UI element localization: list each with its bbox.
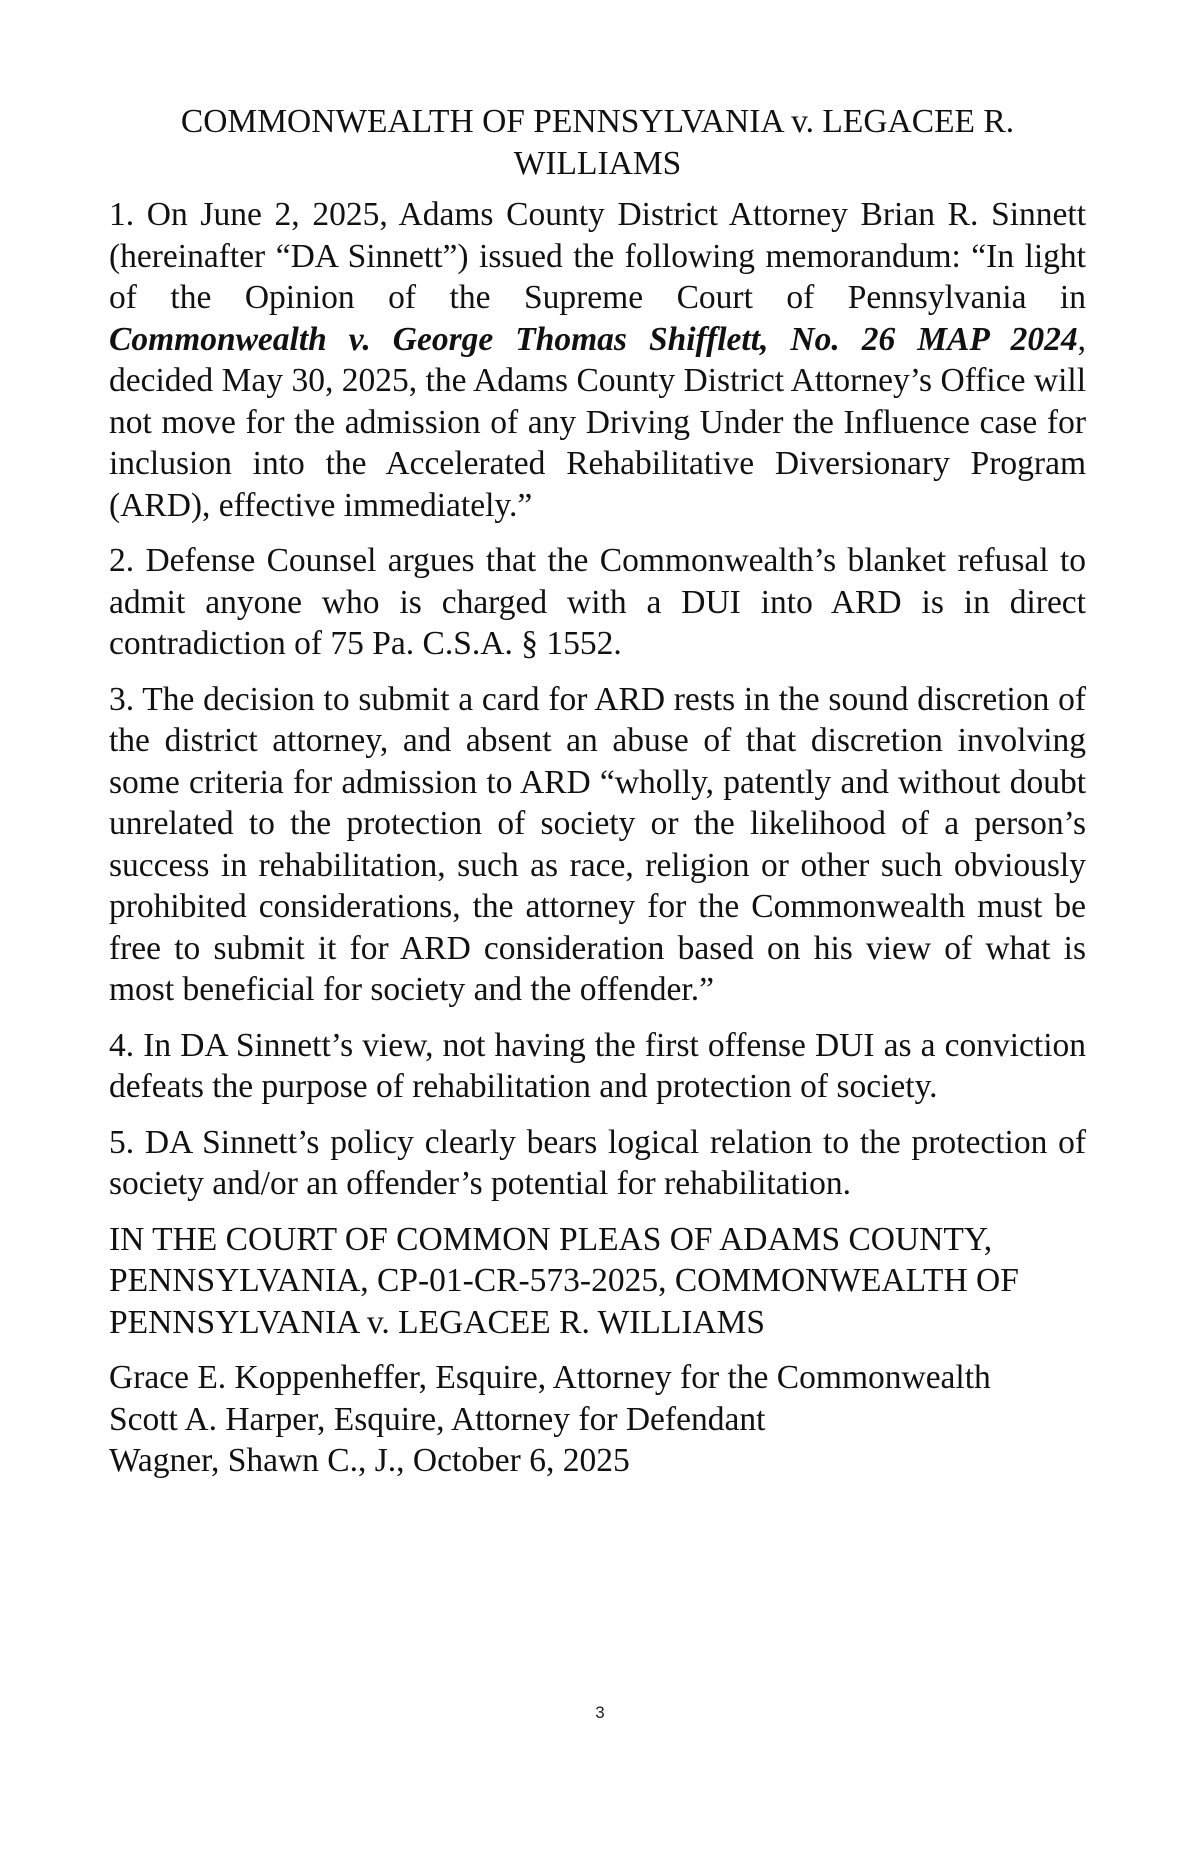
paragraph-2: 2. Defense Counsel argues that the Commonwealth’s blanket refusal to admit anyone who is charged with a DUI into ARD is in direct contradiction of 75 Pa. C.S.A. § 1552. <box>109 542 1086 662</box>
paragraph-1 <box>109 194 1086 526</box>
counsel-block <box>109 1357 1086 1482</box>
paragraph-1-text-before: 1. On June 2, 2025, Adams County District Attorney Brian R. Sinnett (hereinafter “DA Sinnett”) issued the following memorandum: “In light of the Opinion of the Supreme Court of Pennsylvania in <box>109 196 1086 316</box>
paragraph-5: 5. DA Sinnett’s policy clearly bears logical relation to the protection of society and/or an offender’s potential for rehabilitation. <box>109 1123 1086 1202</box>
commonwealth-attorney: Grace E. Koppenheffer, Esquire, Attorney for the Commonwealth <box>109 1359 991 1396</box>
defense-attorney: Scott A. Harper, Esquire, Attorney for Defendant <box>109 1400 766 1438</box>
court-caption: IN THE COURT OF COMMON PLEAS OF ADAMS COUNTY, PENNSYLVANIA, CP-01-CR-573-2025, COMMONWEALTH OF PENNSYLVANIA v. LEGACEE R. WILLIAMS <box>109 1220 1019 1341</box>
page-number: 3 <box>595 1703 605 1722</box>
case-title: COMMONWEALTH OF PENNSYLVANIA v. LEGACEE R. WILLIAMS <box>180 103 1015 182</box>
paragraph-1-text-after: , decided May 30, 2025, the Adams County District Attorney’s Office will not move for the admission of any Driving Under the Influence case for inclusion into the Accelerated Rehabilitative Diversionary Program (ARD), effective immediately.” <box>109 320 1086 524</box>
document-body <box>109 101 1086 1482</box>
paragraph-4: 4. In DA Sinnett’s view, not having the first offense DUI as a conviction defeats the purpose of rehabilitation and protection of society. <box>109 1026 1086 1105</box>
case-citation: Commonwealth v. George Thomas Shifflett, No. 26 MAP 2024 <box>109 320 1078 358</box>
paragraph-3: 3. The decision to submit a card for ARD rests in the sound discretion of the district attorney, and absent an abuse of that discretion involving some criteria for admission to ARD “wholly, patently and without doubt unrelated to the protection of society or the likelihood of a person’s success in rehabilitation, such as race, religion or other such obviously prohibited considerations, the attorney for the Commonwealth must be free to submit it for ARD consideration based on his view of what is most beneficial for society and the offender.” <box>109 680 1086 1008</box>
judge-and-date: Wagner, Shawn C., J., October 6, 2025 <box>109 1442 630 1479</box>
